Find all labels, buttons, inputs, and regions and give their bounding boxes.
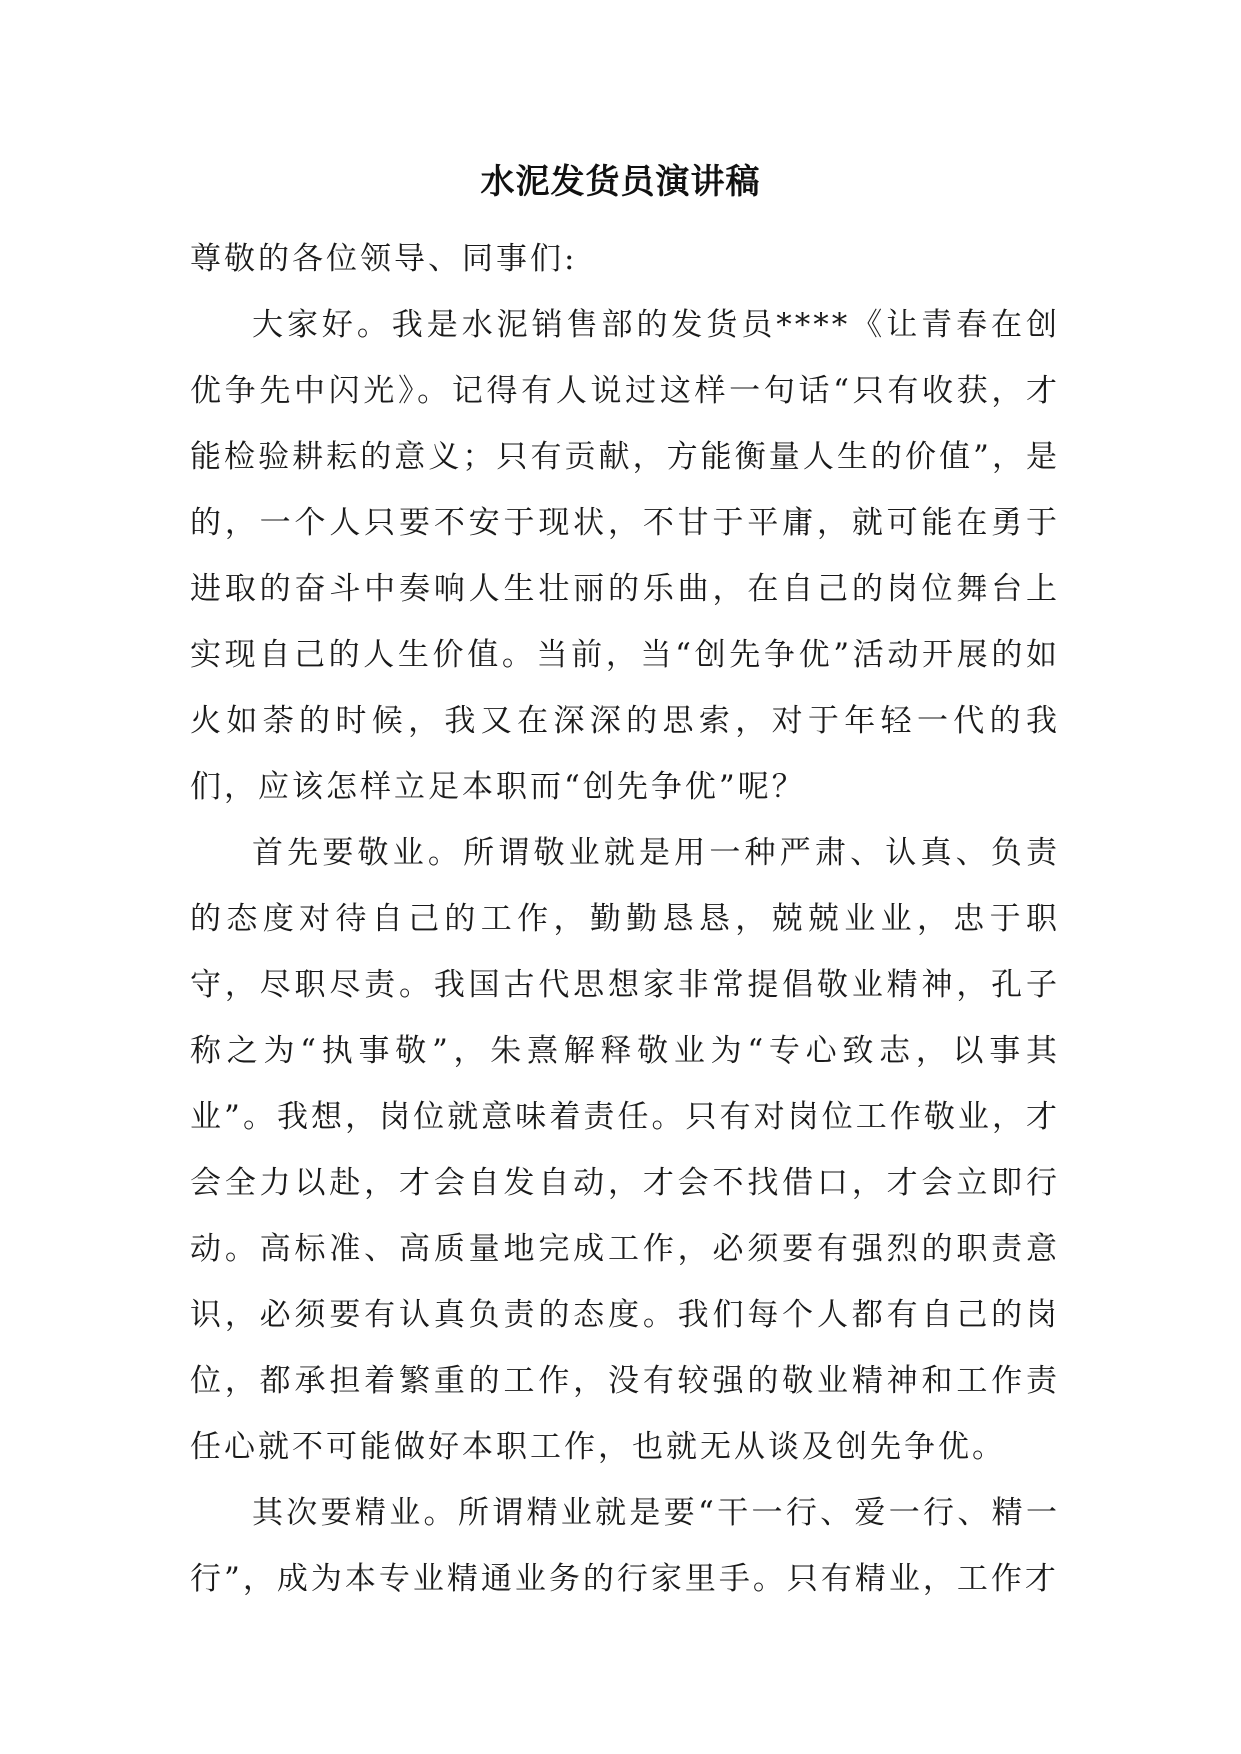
salutation: 尊敬的各位领导、同事们: — [190, 241, 578, 277]
paragraph-expertise: 其次要精业。所谓精业就是要“干一行、爱一行、精一行”，成为本专业精通业务的行家里手。只有精业，工作才 — [190, 1495, 1060, 1597]
paragraph-dedication: 首先要敬业。所谓敬业就是用一种严肃、认真、负责的态度对待自己的工作，勤勤恳恳，兢兢业业，忠于职守，尽职尽责。我国古代思想家非常提倡敬业精神，孔子称之为“执事敬”，朱熹解释敬业为“专心致志，以事其业”。我想，岗位就意味着责任。只有对岗位工作敬业，才会全力以赴，才会自发自动，才会不找借口，才会立即行动。高标准、高质量地完成工作，必须要有强烈的职责意识，必须要有认真负责的态度。我们每个人都有自己的岗位，都承担着繁重的工作，没有较强的敬业精神和工作责任心就不可能做好本职工作，也就无从谈及创先争优。 — [190, 835, 1060, 1465]
paragraph-intro: 大家好。我是水泥销售部的发货员****《让青春在创优争先中闪光》。记得有人说过这样一句话“只有收获，才能检验耕耘的意义；只有贡献，方能衡量人生的价值”，是的，一个人只要不安于现状，不甘于平庸，就可能在勇于进取的奋斗中奏响人生壮丽的乐曲，在自己的岗位舞台上实现自己的人生价值。当前，当“创先争优”活动开展的如火如荼的时候，我又在深深的思索，对于年轻一代的我们，应该怎样立足本职而“创先争优”呢？ — [190, 307, 1060, 805]
document-body — [190, 226, 1060, 1612]
document-title: 水泥发货员演讲稿 — [480, 162, 761, 202]
